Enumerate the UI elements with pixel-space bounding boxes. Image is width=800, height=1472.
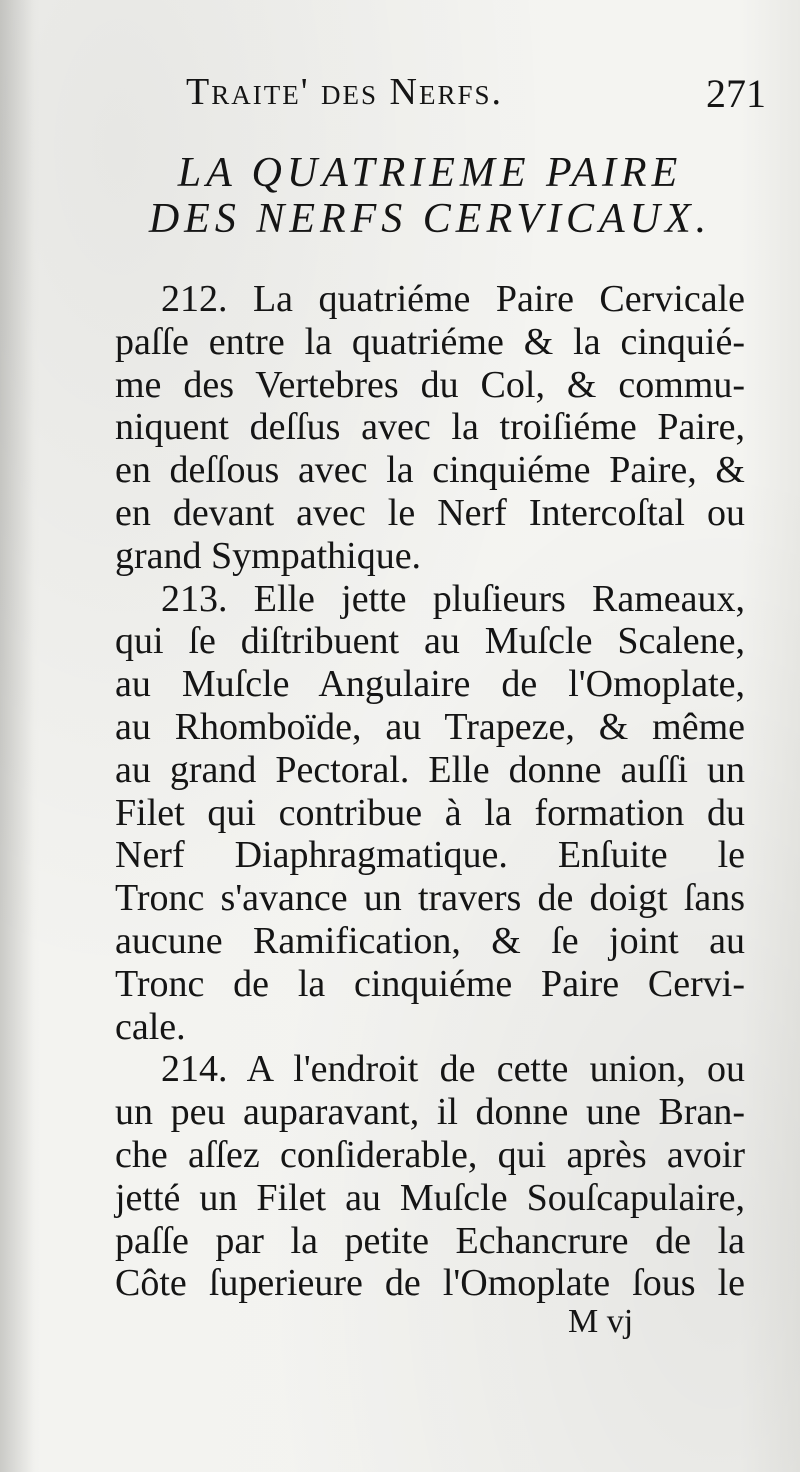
text-line: Filet qui contribue à la formation du bbox=[115, 791, 745, 834]
text-line: paſſe par la petite Echancrure de la bbox=[115, 1219, 745, 1262]
text-line: cale. bbox=[115, 1005, 186, 1048]
text-line: au Muſcle Angulaire de l'Omoplate, bbox=[115, 663, 745, 706]
chapter-title bbox=[110, 150, 750, 242]
text-line: Côte ſuperieure de l'Omoplate ſous le bbox=[115, 1262, 745, 1305]
text-line: che aſſez conſiderable, qui après avoir bbox=[115, 1133, 745, 1176]
text-line: paſſe entre la quatriéme & la cinquié- bbox=[115, 320, 745, 363]
signature-mark: M vj bbox=[568, 1303, 634, 1340]
body-text bbox=[115, 278, 745, 1305]
text-line: 213. Elle jette pluſieurs Rameaux, bbox=[161, 577, 745, 620]
running-head-title: Traite' des Nerfs. bbox=[186, 71, 504, 113]
text-line: un peu auparavant, il donne une Bran- bbox=[115, 1091, 745, 1134]
text-line: 212. La quatriéme Paire Cervicale bbox=[161, 278, 745, 320]
paragraph-213 bbox=[115, 578, 745, 1049]
text-line: Tronc s'avance un travers de doigt ſans bbox=[115, 877, 745, 920]
paragraph-212 bbox=[115, 278, 745, 578]
text-line: aucune Ramification, & ſe joint au bbox=[115, 919, 745, 962]
text-line: grand Sympathique. bbox=[115, 534, 422, 577]
text-line: au Rhomboïde, au Trapeze, & même bbox=[115, 705, 745, 748]
text-line: qui ſe diſtribuent au Muſcle Scalene, bbox=[115, 620, 745, 663]
text-line: Nerf Diaphragmatique. Enſuite le bbox=[115, 834, 745, 877]
running-head bbox=[186, 70, 766, 120]
page-number: 271 bbox=[706, 71, 766, 116]
text-line: en deſſous avec la cinquiéme Paire, & bbox=[115, 449, 745, 492]
text-line: 214. A l'endroit de cette union, ou bbox=[161, 1048, 745, 1091]
gutter-shadow bbox=[0, 0, 34, 1472]
paragraph-214 bbox=[115, 1048, 745, 1305]
text-line: me des Vertebres du Col, & commu- bbox=[115, 363, 745, 406]
text-line: au grand Pectoral. Elle donne auſſi un bbox=[115, 748, 745, 791]
text-line: en devant avec le Nerf Intercoſtal ou bbox=[115, 491, 745, 534]
chapter-title-line-2: DES NERFS CERVICAUX. bbox=[148, 196, 712, 242]
text-line: niquent deſſus avec la troiſiéme Paire, bbox=[115, 406, 745, 449]
text-line: jetté un Filet au Muſcle Souſcapulaire, bbox=[115, 1176, 745, 1219]
text-line: Tronc de la cinquiéme Paire Cervi- bbox=[115, 962, 745, 1005]
chapter-title-line-1: LA QUATRIEME PAIRE bbox=[177, 150, 683, 196]
